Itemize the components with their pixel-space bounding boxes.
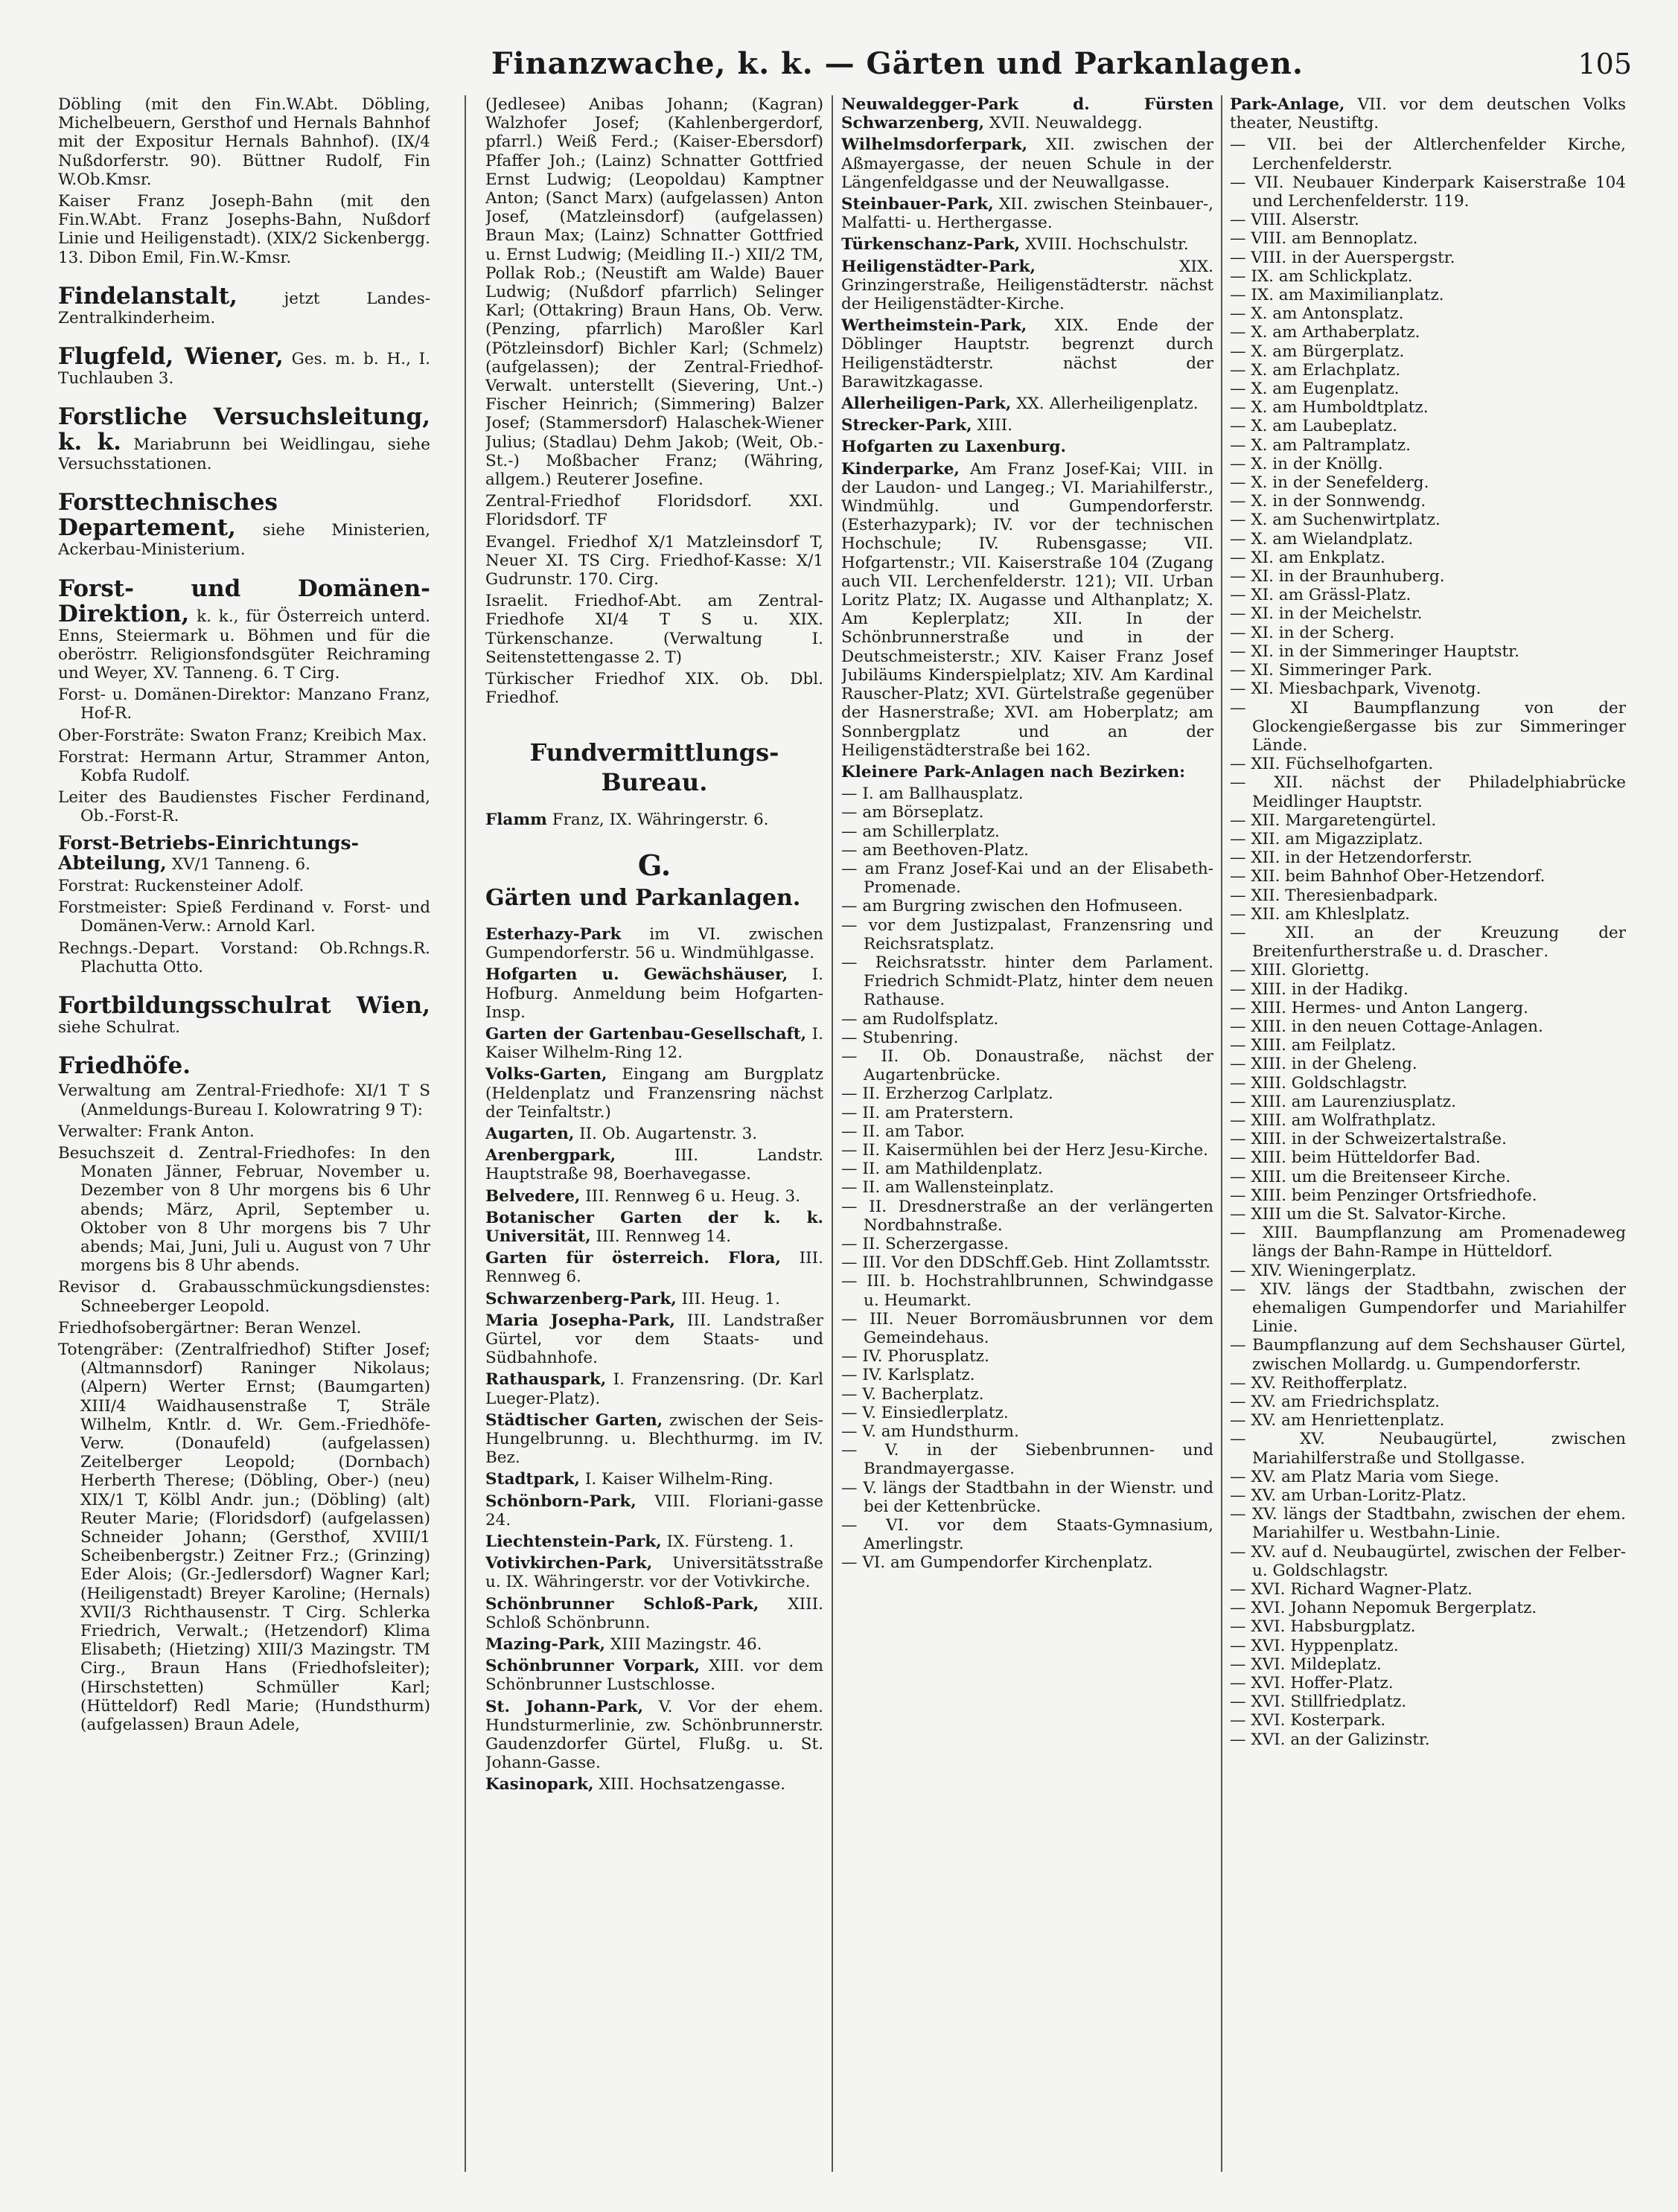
list-item: — II. am Mathildenplatz.	[841, 1160, 1043, 1179]
list-item: — XVI. Kosterpark.	[1230, 1711, 1386, 1730]
list-item: — XIII. beim Hütteldorfer Bad.	[1230, 1148, 1481, 1168]
list-item: — XVI. Mildeplatz.	[1230, 1655, 1382, 1674]
directory-entry	[58, 404, 430, 473]
entry-text: III. Landstr. Hauptstraße 98, Boerhavegasse.	[485, 1146, 823, 1184]
list-item: — XII. am Khleslplatz.	[1230, 904, 1411, 924]
page-number: 105	[1577, 48, 1632, 80]
entry-text: Besuchszeit d. Zentral-Friedhofes: In den Monaten Jänner, Februar, November u. Dezember von 8 Uhr morgens bis 6 Uhr abends; März, April, September u. Oktober von 8 Uhr morgens bis 7 Uhr abends; Mai, Juni, Juli u. August von 7 Uhr morgens bis 8 Uhr abends.	[58, 1143, 430, 1276]
entry-text: V. Vor der ehem. Hundsturmerlinie, zw. Schönbrunnerstr. Gaudenzdorfer Gürtel, Flußg. u. St. Johann-Gasse.	[485, 1697, 823, 1773]
entry-headword: Votivkirchen-Park,	[485, 1554, 653, 1573]
list-item: — VII. bei der Altlerchenfelder Kirche, Lerchenfelderstr.	[1230, 135, 1626, 173]
entry-headword: Kasinopark,	[485, 1775, 594, 1794]
directory-entry	[58, 344, 430, 388]
list-item: — X. am Arthaberplatz.	[1230, 323, 1420, 342]
directory-entry	[841, 195, 1213, 232]
list-item: — II. am Praterstern.	[841, 1103, 1014, 1122]
entry-text: XX. Allerheiligenplatz.	[1016, 394, 1199, 414]
list-item: — XII. an der Kreuzung der Breitenfurtherstraße u. d. Draschег.	[1230, 923, 1626, 962]
entry-text: Verwalter: Frank Anton.	[58, 1122, 255, 1141]
entry-text: VIII. Floriani-gasse 24.	[485, 1492, 823, 1529]
entry-text: XIII Mazingstr. 46.	[610, 1635, 762, 1655]
entry-headword: Garten für österreich. Flora,	[485, 1249, 781, 1268]
directory-entry	[485, 592, 823, 667]
list-item: — XI. am Grässl-Platz.	[1230, 586, 1411, 605]
entry-text: XVIII. Hochschulstr.	[1025, 235, 1189, 255]
column-2	[485, 95, 823, 2179]
entry-headword: Städtischer Garten,	[485, 1410, 663, 1430]
list-item: — IV. Phorusplatz.	[841, 1347, 989, 1366]
list-item: — XV. am Friedrichsplatz.	[1230, 1393, 1441, 1412]
entry-text: Universitätsstraße u. IX. Währingerstr. vor der Votivkirche.	[485, 1554, 823, 1592]
entry-text: Am Franz Josef-Kai; VIII. in der Laudon- und Langeg.; VI. Mariahilferstr., Windmühlg. und Gumpendorferstr. (Esterhazypark); IV. vor der technischen Hochschule; IV. Rubensgasse; VII. Hofgartenstr.; VII. Kaiserstraße 104 (Zugang auch VII. Lerchenfelderstr. 121); VII. Urban Loritz Platz; IX. Augasse und Althanplatz; X. Am Keplerplatz; XII. In der Schönbrunnerstraße und in der Deutschmeisterstr.; XIV. Kaiser Franz Josef Jubiläums Kinderspielplatz; XIV. Am Kardinal Rauscher-Platz; XVI. Gürtelstraße gegenüber der Hasnerstraße; XVI. am Hoberplatz; am Sonnbergplatz und an der Heiligenstädterstraße bei 162.	[841, 459, 1213, 760]
list-item: — XIII. Gloriettg.	[1230, 961, 1370, 980]
list-item: — XI. Miesbachpark, Vivenotg.	[1230, 680, 1481, 699]
entry-headword: Stadtpark,	[485, 1470, 581, 1489]
entry-headword: Park-Anlage,	[1230, 95, 1345, 114]
entry-text: XII. zwischen der Aßmayergasse, der neuen Schule in der Längenfeldgasse und der Neuwallgasse.	[841, 135, 1213, 192]
directory-entry	[58, 490, 430, 559]
list-item: — X. am Humboldtplatz.	[1230, 398, 1429, 418]
list-item: — am Beethoven-Platz.	[841, 840, 1029, 860]
entry-text: Forstmeister: Spieß Ferdinand v. Forst- und Domänen-Verw.: Arnold Karl.	[58, 898, 430, 936]
entry-headword: Liechtenstein-Park,	[485, 1532, 662, 1551]
list-item: — XIV. Wieningerplatz.	[1230, 1261, 1417, 1280]
entry-text: Eingang am Burgplatz (Heldenplatz und Franzensring nächst der Teinfaltstr.)	[485, 1065, 823, 1122]
directory-entry	[58, 993, 430, 1037]
directory-entry	[841, 135, 1213, 192]
directory-entry	[485, 1470, 823, 1489]
list-item: — XIII. in den neuen Cottage-Anlagen.	[1230, 1017, 1543, 1036]
entry-headword: St. Johann-Park,	[485, 1697, 643, 1716]
list-item: — XIII. in der Hadikg.	[1230, 979, 1409, 999]
entry-text: Ober-Forsträte: Swaton Franz; Kreibich Max.	[58, 726, 427, 745]
list-item: — XII. Füchselhofgarten.	[1230, 755, 1434, 774]
list-item: — XI. in der Simmeringer Hauptstr.	[1230, 642, 1519, 661]
list-item: — XVI. Habsburgplatz.	[1230, 1617, 1416, 1637]
list-item: — XII. beim Bahnhof Ober-Hetzendorf.	[1230, 867, 1545, 886]
directory-entry	[485, 670, 823, 707]
sub-entry	[58, 1081, 430, 1119]
entry-headword: Rathauspark,	[485, 1370, 607, 1390]
entry-text: Mariabrunn bei Weidlingau, siehe Versuchsstationen.	[58, 435, 430, 474]
entry-text: Ges. m. b. H., I. Tuchlauben 3.	[58, 350, 430, 389]
entry-text: Zentral-Friedhof Floridsdorf. XXI. Floridsdorf. TF	[485, 492, 823, 530]
entry-text: Friedhofsobergärtner: Beran Wenzel.	[58, 1318, 362, 1337]
directory-entry	[485, 1209, 823, 1246]
directory-entry	[58, 192, 430, 267]
directory-entry	[485, 1065, 823, 1122]
list-item: — X. am Paltramplatz.	[1230, 435, 1411, 455]
list-item: — XI. in der Scherg.	[1230, 623, 1395, 642]
directory-entry	[841, 394, 1213, 413]
list-item: — II. am Wallensteinplatz.	[841, 1178, 1054, 1198]
directory-entry	[485, 1657, 823, 1694]
entry-headword: Mazing-Park,	[485, 1635, 605, 1655]
directory-entry	[485, 811, 823, 829]
list-item: — XII. nächst der Philadelphiabrücke Meidlinger Hauptstr.	[1230, 773, 1626, 811]
directory-entry	[485, 492, 823, 529]
directory-entry	[485, 1775, 823, 1794]
sub-entry	[58, 685, 430, 723]
entry-headword: Flamm	[485, 810, 547, 829]
list-item: — XII. Margaretengürtel.	[1230, 811, 1437, 830]
list-item: — X. am Antonsplatz.	[1230, 304, 1404, 324]
list-item: — XVI. Johann Nepomuk Bergerplatz.	[1230, 1599, 1537, 1618]
sub-entry	[58, 877, 430, 895]
entry-text: I. Franzensring. (Dr. Karl Lueger-Platz).	[485, 1370, 823, 1408]
entry-headword: Esterhazy-Park	[485, 924, 622, 944]
list-item: — II. Dresdnerstraße an der verlängerten Nordbahnstraße.	[841, 1197, 1213, 1235]
entry-text: IX. Fürsteng. 1.	[666, 1532, 794, 1551]
list-item: — XVI. Stillfriedplatz.	[1230, 1692, 1407, 1712]
list-item: — XV. längs der Stadtbahn, zwischen der ehem. Mariahilfer u. Westbahn-Linie.	[1230, 1505, 1626, 1543]
entry-text: (Jedlesee) Anibas Johann; (Kagran) Walzhofer Josef; (Kahlenbergerdorf, pfarrl.) Weiß Ferd.; (Kaiser-Ebersdorf) Pfaffer Joh.; (Lainz) Schnatter Gottfried Ernst Ludwig; (Leopoldau) Kamptner Anton; (Sanct Marx) (aufgelassen) Anton Josef, (Matzleinsdorf) (aufgelassen) Braun Max; (Lainz) Schnatter Gottfried u. Ernst Ludwig; (Meidling II.-) XII/2 TM, Pollak Rob.; (Neustift am Walde) Bauer Ludwig; (Nußdorf pfarrlich) Selinger Karl; (Ottakring) Braun Hans, Ob. Verw. (Penzing, pfarrlich) Maroßler Karl (Pötzleinsdorf) Bichler Karl; (Schmelz) (aufgelassen); der Zentral-Friedhof-Verwalt. unterstellt (Sievering, Unt.-) Fischer Heinrich; (Simmering) Balzer Josef; (Stammersdorf) Halaschek-Wiener Julius; (Stadlau) Dehm Jakob; (Weit, Ob.-St.-) Moßbacher Franz; (Währing, allgem.) Reuterer Josefine.	[485, 95, 823, 490]
sub-entry	[58, 788, 430, 825]
list-item: — XIII. in der Schweizertalstraße.	[1230, 1130, 1507, 1149]
entry-text: XIII.	[977, 416, 1013, 435]
entry-text: Israelit. Friedhof-Abt. am Zentral-Friedhofe XI/4 T S u. XIX. Türkenschanze. (Verwaltung I. Seitenstettengasse 2. T)	[485, 592, 823, 667]
column-3	[841, 95, 1213, 2179]
list-item: — XIII. Baumpflanzung am Promenadeweg längs der Bahn-Rampe in Hütteldorf.	[1230, 1224, 1626, 1262]
list-item: — X. am Suchenwirtplatz.	[1230, 511, 1441, 530]
directory-entry	[841, 416, 1213, 435]
column-4	[1230, 95, 1626, 2179]
entry-text: Döbling (mit den Fin.W.Abt. Döbling, Michelbeuern, Gersthof und Hernals Bahnhof mit der Expositur Hernals Bahnhof). (IX/4 Nußdorferstr. 90). Büttner Rudolf, Fin W.Ob.Kmsr.	[58, 95, 430, 189]
list-item: — X. in der Sonnwendg.	[1230, 492, 1426, 511]
page-header	[0, 46, 1678, 91]
directory-entry	[485, 1411, 823, 1468]
list-item: — am Börseplatz.	[841, 803, 984, 822]
list-item: — V. Bacherplatz.	[841, 1384, 984, 1404]
list-item: — XIII um die St. Salvator-Kirche.	[1230, 1204, 1507, 1224]
directory-entry	[485, 1311, 823, 1368]
directory-entry	[485, 1532, 823, 1551]
list-item: — am Rudolfsplatz.	[841, 1009, 999, 1029]
entry-text: III. Rennweg 6 u. Heug. 3.	[585, 1186, 801, 1206]
directory-entry	[58, 576, 430, 683]
entry-text: XII. zwischen Steinbauer-, Malfatti- u. Herthergasse.	[841, 195, 1213, 233]
entry-text: Forst- u. Domänen-Direktor: Manzano Franz, Hof-R.	[58, 685, 430, 723]
entry-text: XVII. Neuwaldegg.	[989, 114, 1143, 133]
list-item: — XV. Neubaugürtel, zwischen Mariahilferstraße und Stollgasse.	[1230, 1430, 1626, 1468]
list-item: — XI. Simmeringer Park.	[1230, 661, 1432, 680]
list-item: — X. am Bürgerplatz.	[1230, 342, 1405, 361]
entry-headword: Forsttechnisches Departement,	[58, 489, 278, 542]
directory-entry	[841, 95, 1213, 132]
entry-text: Forstrat: Hermann Artur, Strammer Anton, Kobfa Rudolf.	[58, 747, 430, 786]
list-item: — XIII. beim Penzinger Ortsfriedhofe.	[1230, 1186, 1537, 1205]
list-item: — III. Neuer Borromäusbrunnen vor dem Gemeindehaus.	[841, 1309, 1213, 1347]
entry-headword: Volks-Garten,	[485, 1065, 607, 1084]
list-item: — XIII. am Laurenziusplatz.	[1230, 1092, 1456, 1111]
list-item: — X. in der Knöllg.	[1230, 454, 1383, 473]
directory-entry	[485, 1025, 823, 1062]
sub-entry	[58, 939, 430, 976]
entry-text: Kaiser Franz Joseph-Bahn (mit den Fin.W.Abt. Franz Josephs-Bahn, Nußdorf Linie und Heiligenstadt). (XIX/2 Sickenbergg. 13. Dibon Emil, Fin.W.-Kmsr.	[58, 192, 430, 267]
sub-entry	[58, 898, 430, 936]
list-item: — Reichsratsstr. hinter dem Parlament. Friedrich Schmidt-Platz, hinter dem neuen Rathause.	[841, 953, 1213, 1010]
list-item: — I. am Ballhausplatz.	[841, 784, 1024, 804]
section-heading: Fundvermittlungs-Bureau.	[529, 738, 779, 796]
entry-headword: Botanischer Garten der k. k. Universität,	[485, 1208, 823, 1246]
column-divider	[1221, 95, 1222, 2172]
list-item: — XIII. Hermes- und Anton Langerg.	[1230, 998, 1529, 1017]
entry-text: III. Rennweg 14.	[596, 1227, 732, 1246]
list-item: — XIII. in der Gheleng.	[1230, 1055, 1417, 1074]
entry-headword: Wilhelmsdorferpark,	[841, 135, 1028, 155]
list-item: — XI Baumpflanzung von der Glockengießergasse bis zur Simmeringer Lände.	[1230, 698, 1626, 755]
list-item: — XV. Reithofferplatz.	[1230, 1373, 1408, 1393]
entry-headword: Forst- und Domänen-Direktion,	[58, 575, 430, 627]
entry-headword: Kleinere Park-Anlagen nach Bezirken:	[841, 762, 1186, 781]
directory-entry	[841, 460, 1213, 760]
entry-text: Totengräber: (Zentralfriedhof) Stifter Josef; (Altmannsdorf) Raninger Nikolaus; (Alpern) Werter Ernst; (Baumgarten) XIII/4 Waidhausenstraße T, Sträle Wilhelm, Kntlr. d. Wr. Gem.-Friedhöfe-Verw. (Donaufeld) (aufgelassen) Zeitelberger Leopold; (Dornbach) Herberth Therese; (Döbling, Ober-) (neu) XIX/1 T, Kölbl Andr. jun.; (Döbling) (alt) Reuter Marie; (Floridsdorf) (aufgelassen) Schneider Johann; (Gersthof, XVIII/1 Scheibenbergstr.) Zeitner Frz.; (Grinzing) Eder Alois; (Gr.-Jedlersdorf) Wagner Karl; (Heiligenstadt) Breyer Karoline; (Hernals) XVII/3 Richthausenstr. T Cirg. Schlerka Friedrich, Verwalt.; (Hetzendorf) Klima Elisabeth; (Hietzing) XIII/3 Mazingstr. TM Cirg., Braun Hans (Friedhofsleiter); (Hirschstetten) Schmüller Karl; (Hütteldorf) Redl Marie; (Hundsthurm) (aufgelassen) Braun Adele,	[58, 1340, 430, 1734]
list-item: — XVI. an der Galizinstr.	[1230, 1730, 1430, 1749]
list-item: — II. Erzherzog Carlplatz.	[841, 1084, 1053, 1104]
directory-entry	[485, 95, 823, 489]
list-item: — V. in der Siebenbrunnen- und Brandmayergasse.	[841, 1441, 1213, 1479]
list-item: — XII. in der Hetzendorferstr.	[1230, 848, 1473, 868]
directory-entry	[485, 1492, 823, 1529]
entry-text: Franz, IX. Währingerstr. 6.	[552, 810, 769, 829]
list-item: — Stubenring.	[841, 1028, 959, 1047]
entry-headword: Forst-Betriebs-Einrichtungs-Abteilung,	[58, 831, 359, 874]
entry-text: Forstrat: Ruckensteiner Adolf.	[58, 877, 304, 896]
list-item: — XII. am Migazziplatz.	[1230, 829, 1423, 848]
entry-text: III. Landstraßer Gürtel, vor dem Staats- und Südbahnhofe.	[485, 1311, 823, 1368]
entry-headword: Maria Josepha-Park,	[485, 1311, 675, 1330]
sub-entry	[58, 1122, 430, 1141]
list-item: — II. Scherzergasse.	[841, 1234, 1009, 1253]
entry-text: I. Kaiser Wilhelm-Ring.	[584, 1470, 773, 1489]
directory-entry	[841, 763, 1213, 781]
entry-headword: Steinbauer-Park,	[841, 195, 994, 214]
list-item: — III. b. Hochstrahlbrunnen, Schwindgasse u. Heumarkt.	[841, 1272, 1213, 1310]
entry-text: III. Heug. 1.	[681, 1289, 781, 1308]
entry-headword: Türkenschanz-Park,	[841, 235, 1021, 255]
list-item: — XI. am Enkplatz.	[1230, 548, 1385, 567]
column-divider	[832, 95, 833, 2172]
entry-headword: Arenbergpark,	[485, 1146, 616, 1166]
list-item: — XII. Theresienbadpark.	[1230, 886, 1438, 905]
directory-entry	[485, 1595, 823, 1632]
entry-text: I. Kaiser Wilhelm-Ring 12.	[485, 1024, 823, 1063]
list-item: — V. am Hundsthurm.	[841, 1422, 1019, 1442]
list-item: — II. Ob. Donaustraße, nächst der Augartenbrücke.	[841, 1046, 1213, 1085]
directory-entry	[841, 235, 1213, 254]
entry-text: k. k., für Österreich unterd. Enns, Steiermark u. Böhmen und für die oberöstrr. Religionsfondsgüter Reichraming und Weyer, XV. Tanneng. 6. T Cirg.	[58, 607, 430, 683]
sub-entry	[58, 748, 430, 785]
directory-entry	[58, 1053, 430, 1078]
directory-entry	[841, 438, 1213, 456]
entry-headword: Findelanstalt,	[58, 282, 237, 310]
list-item: — III. Vor den DDSchff.Geb. Hint Zollamtsstr.	[841, 1253, 1210, 1273]
list-item: — VII. Neubauer Kinderpark Kaiserstraße 104 und Lerchenfelderstr. 119.	[1230, 173, 1626, 211]
list-item: — VIII. in der Auerspergstr.	[1230, 248, 1455, 267]
list-item: — X. am Wielandplatz.	[1230, 529, 1414, 549]
entry-text: XV/1 Tanneng. 6.	[171, 854, 311, 874]
entry-headword: Belvedere,	[485, 1186, 581, 1206]
list-item: — XV. am Urban-Loritz-Platz.	[1230, 1486, 1467, 1506]
sub-entry	[58, 1278, 430, 1315]
list-item: — VIII. Alserstr.	[1230, 211, 1359, 230]
list-item: — XIII. am Wolfrathplatz.	[1230, 1110, 1437, 1130]
directory-entry	[485, 1187, 823, 1206]
entry-text: Evangel. Friedhof X/1 Matzleinsdorf T, Neuer XI. TS Cirg. Friedhof-Kasse: X/1 Gudrunstr. 170. Cirg.	[485, 532, 823, 589]
list-item: — VI. vor dem Staats-Gymnasium, Amerlingstr.	[841, 1516, 1213, 1554]
sub-entry	[58, 1340, 430, 1734]
list-item: — IV. Karlsplatz.	[841, 1366, 975, 1385]
directory-entry	[485, 1698, 823, 1773]
entry-headword: Kinderparke,	[841, 459, 960, 479]
column-1	[58, 95, 430, 2179]
entry-text: II. Ob. Augartenstr. 3.	[579, 1124, 758, 1143]
list-item: — XV. auf d. Neubaugürtel, zwischen der Felber- u. Goldschlagstr.	[1230, 1542, 1626, 1580]
list-item: — II. Kaisermühlen bei der Herz Jesu-Kirche.	[841, 1140, 1208, 1160]
entry-text: III. Rennweg 6.	[485, 1249, 823, 1287]
directory-entry	[485, 925, 823, 962]
entry-text: im VI. zwischen Gumpendorferstr. 56 u. Windmühlgasse.	[485, 924, 823, 963]
entry-headword: Fortbildungsschulrat Wien,	[58, 992, 430, 1020]
entry-headword: Strecker-Park,	[841, 416, 972, 435]
list-item: — X. in der Senefelderg.	[1230, 473, 1429, 493]
sub-entry	[58, 1319, 430, 1337]
entry-headword: Schönborn-Park,	[485, 1492, 637, 1511]
entry-headword: Garten der Gartenbau-Gesellschaft,	[485, 1024, 807, 1043]
list-item: — V. längs der Stadtbahn in der Wienstr. und bei der Kettenbrücke.	[841, 1478, 1213, 1516]
directory-entry	[485, 1249, 823, 1286]
entry-text: VII. vor dem deutschen Volks theater, Neustiftg.	[1230, 95, 1626, 133]
entry-headword: Schwarzenberg-Park,	[485, 1289, 677, 1308]
entry-text: siehe Ministerien, Ackerbau-Ministerium.	[58, 521, 430, 560]
list-item: — IX. am Schlickplatz.	[1230, 266, 1413, 286]
entry-headword: Allerheiligen-Park,	[841, 394, 1012, 414]
list-item: — XVI. Richard Wagner-Platz.	[1230, 1580, 1473, 1599]
entry-headword: Hofgarten u. Gewächshäuser,	[485, 965, 788, 985]
list-item: — X. am Laubeplatz.	[1230, 417, 1398, 436]
list-item: — X. am Erlachplatz.	[1230, 360, 1401, 380]
entry-text: zwischen der Seis-Hungelbrunng. u. Blechthurmg. im IV. Bez.	[485, 1410, 823, 1468]
list-item: — XIII. Goldschlagstr.	[1230, 1073, 1408, 1093]
sub-entry	[58, 1144, 430, 1275]
entry-text: siehe Schulrat.	[58, 1018, 180, 1038]
entry-text: XIX. Grinzingerstraße, Heiligenstädterstr. nächst der Heiligenstädter-Kirche.	[841, 257, 1213, 314]
list-item: — vor dem Justizpalast, Franzensring und Reichsratsplatz.	[841, 915, 1213, 953]
directory-entry	[58, 831, 430, 874]
list-item: — XI. in der Meichelstr.	[1230, 604, 1423, 624]
entry-headword: Heiligenstädter-Park,	[841, 257, 1036, 276]
list-item: — X. am Eugenplatz.	[1230, 380, 1400, 399]
directory-entry	[485, 1370, 823, 1407]
entry-headword: Flugfeld, Wiener,	[58, 343, 284, 371]
entry-text: Rechngs.-Depart. Vorstand: Ob.Rchngs.R. Plachutta Otto.	[58, 939, 430, 976]
entry-text: Verwaltung am Zentral-Friedhofe: XI/1 T S (Anmeldungs-Bureau I. Kolowratring 9 T):	[58, 1081, 430, 1119]
list-item: — V. Einsiedlerplatz.	[841, 1403, 1009, 1422]
entry-text: Türkischer Friedhof XIX. Ob. Dbl. Friedhof.	[485, 670, 823, 708]
list-item: — XIV. längs der Stadtbahn, zwischen der ehemaligen Gumpendorfer und Mariahilfer Linie.	[1230, 1279, 1626, 1337]
running-head: Finanzwache, k. k. — Gärten und Parkanlagen.	[491, 46, 1304, 81]
section-letter: G.	[637, 848, 671, 882]
entry-text: XIII. Schloß Schönbrunn.	[485, 1594, 823, 1632]
list-item: — VIII. am Bennoplatz.	[1230, 229, 1418, 249]
entry-headword: Hofgarten zu Laxenburg.	[841, 438, 1066, 457]
entry-text: jetzt Landes-Zentralkinderheim.	[58, 289, 430, 327]
list-item: — XIII. am Feilplatz.	[1230, 1036, 1397, 1055]
entry-headword: Augarten,	[485, 1124, 575, 1143]
list-item: — XIII. um die Breitenseer Kirche.	[1230, 1167, 1511, 1186]
entry-text: Leiter des Baudienstes Fischer Ferdinand, Ob.-Forst-R.	[58, 788, 430, 826]
entry-text: Revisor d. Grabausschmückungsdienstes: Schneeberger Leopold.	[58, 1278, 430, 1316]
entry-headword: Schönbrunner Vorpark,	[485, 1657, 701, 1676]
entry-headword: Schönbrunner Schloß-Park,	[485, 1594, 759, 1614]
entry-text: I. Hofburg. Anmeldung beim Hofgarten-Insp.	[485, 965, 823, 1022]
list-item: — XVI. Hoffer-Platz.	[1230, 1674, 1394, 1693]
entry-headword: Wertheimstein-Park,	[841, 316, 1027, 336]
entry-text: XIII. vor dem Schönbrunner Lustschlosse.	[485, 1657, 823, 1695]
column-divider	[465, 95, 466, 2172]
directory-entry	[841, 316, 1213, 391]
list-item: — IX. am Maximilianplatz.	[1230, 286, 1444, 305]
list-item: — XI. in der Braunhuberg.	[1230, 567, 1445, 586]
list-item: — VI. am Gumpendorfer Kirchenplatz.	[841, 1553, 1153, 1573]
list-item: — XV. am Henriettenplatz.	[1230, 1411, 1445, 1431]
directory-entry	[841, 258, 1213, 314]
directory-entry	[485, 965, 823, 1022]
list-item: — Baumpflanzung auf dem Sechshauser Gürtel, zwischen Mollardg. u. Gumpendorferstr.	[1230, 1336, 1626, 1374]
list-item: — II. am Tabor.	[841, 1122, 965, 1141]
list-item: — am Burgring zwischen den Hofmuseen.	[841, 897, 1183, 916]
directory-entry	[1230, 95, 1626, 132]
directory-entry	[485, 1146, 823, 1183]
directory-entry	[58, 284, 430, 327]
directory-entry	[485, 1290, 823, 1308]
directory-entry	[485, 1125, 823, 1143]
directory-entry	[58, 95, 430, 189]
directory-entry	[485, 533, 823, 589]
section-title: Gärten und Parkanlagen.	[485, 884, 801, 911]
list-item: — XV. am Platz Maria vom Siege.	[1230, 1467, 1499, 1486]
list-item: — XVI. Hyppenplatz.	[1230, 1636, 1399, 1655]
sub-entry	[58, 726, 430, 745]
list-item: — am Franz Josef-Kai und an der Elisabeth-Promenade.	[841, 859, 1213, 898]
entry-text: XIII. Hochsatzengasse.	[599, 1775, 786, 1794]
list-item: — am Schillerplatz.	[841, 822, 1000, 841]
entry-headword: Friedhöfe.	[58, 1052, 191, 1080]
entry-text: XIX. Ende der Döblinger Hauptstr. begrenzt durch Heiligenstädterstr. nächst der Barawitzkagasse.	[841, 316, 1213, 391]
directory-entry	[485, 1635, 823, 1654]
entry-headword: Forstliche Versuchsleitung, k. k.	[58, 403, 430, 456]
entry-headword: Neuwaldegger-Park d. Fürsten Schwarzenberg,	[841, 95, 1213, 133]
directory-entry	[485, 1554, 823, 1591]
